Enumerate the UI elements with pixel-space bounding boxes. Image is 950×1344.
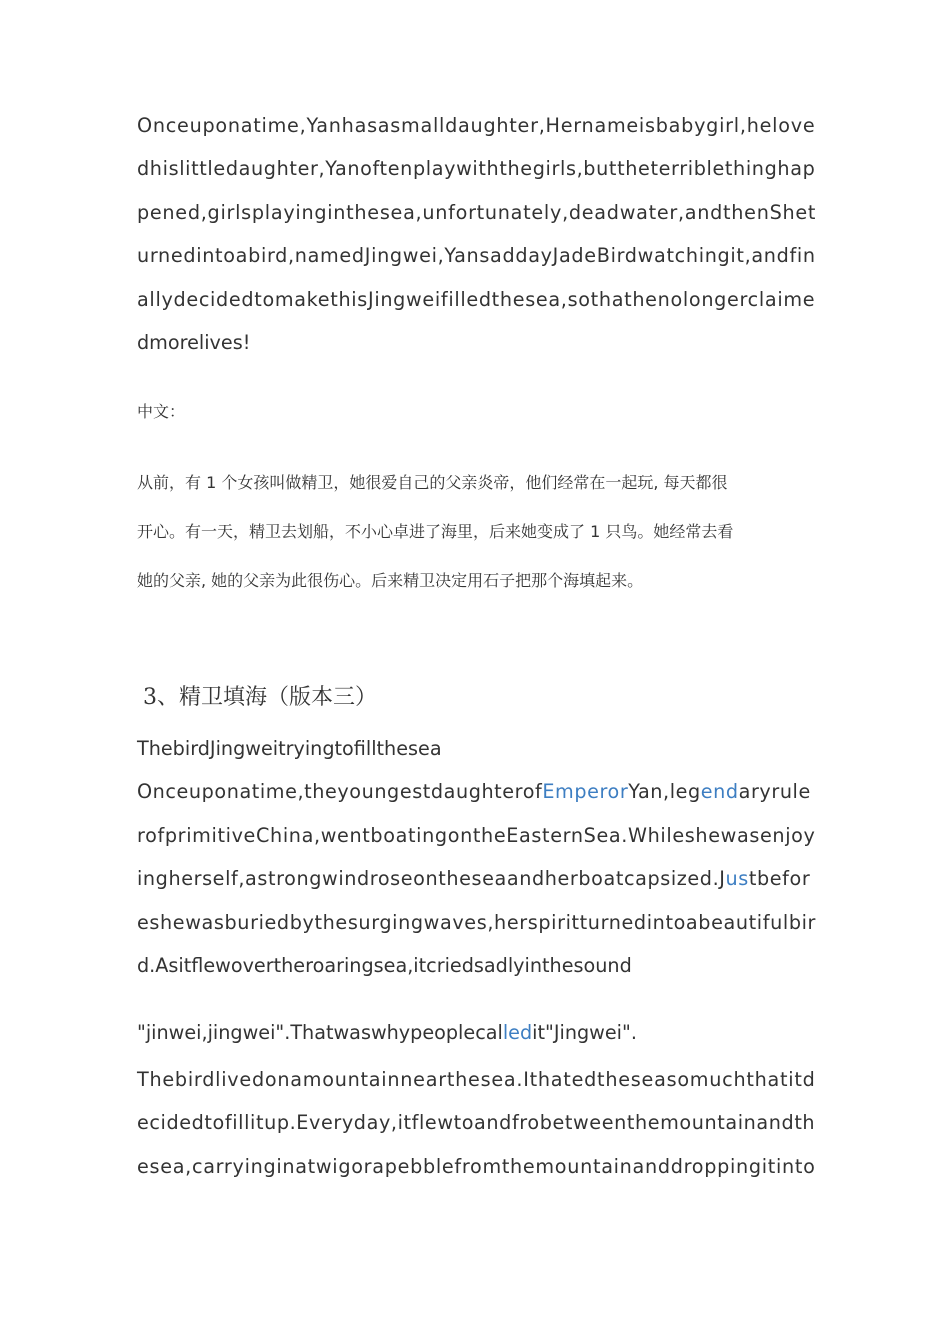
text-line: dmorelives! [137,331,251,354]
text-line: rofprimitiveChina,wentboatingontheEasternSea.Whileshewasenjoy [137,824,816,847]
led-link[interactable]: led [502,1021,533,1044]
text-line: eshewasburiedbythesurgingwaves,herspiritturnedintoabeautifulbir [137,911,817,934]
text-line: Thebirdlivedonamountainnearthesea.Ithatedtheseasomuchthatitd [137,1068,816,1091]
chinese-text-line: 从前，有 1 个女孩叫做精卫，她很爱自己的父亲炎帝，他们经常在一起玩, 每天都很 [137,473,728,492]
text-line [137,867,810,890]
text-span: tbefor [748,867,811,890]
text-span: Onceuponatime,theyoungestdaughterof [137,780,543,803]
text-line [137,780,811,803]
chinese-label: 中文： [137,402,186,421]
text-line: ecidedtofillitup.Everyday,itflewtoandfrobetweenthemountainandth [137,1111,816,1134]
chinese-text-line: 她的父亲, 她的父亲为此很伤心。后来精卫决定用石子把那个海填起来。 [137,571,644,590]
text-line: pened,girlsplayinginthesea,unfortunately,deadwater,andthenShet [137,201,817,224]
text-line: esea,carryinginatwigorapebblefromthemountainanddroppingitinto [137,1155,816,1178]
text-span: aryrule [738,780,811,803]
text-line: d.Asitflewovertheroaringsea,itcriedsadlyinthesound [137,954,632,977]
text-line: dhislittledaughter,Yanoftenplaywiththegirls,buttheterriblethinghap [137,157,816,180]
text-line [137,1021,637,1044]
text-span: ingherself,astrongwindroseontheseaandherboatcapsized.J [137,867,726,890]
text-span: "jinwei,jingwei".Thatwaswhypeoplecal [137,1021,503,1044]
section-heading: 3、精卫填海（版本三） [143,685,377,710]
end-link[interactable]: end [700,780,739,803]
chinese-text-line: 开心。有一天，精卫去划船，不小心卓进了海里，后来她变成了 1 只鸟。她经常去看 [137,522,734,541]
text-span: Yan,leg [628,780,701,803]
text-line: allydecidedtomakethisJingweifilledthesea,sothathenolongerclaime [137,288,816,311]
text-line: urnedintoabird,namedJingwei,YansaddayJadeBirdwatchingit,andfin [137,244,816,267]
text-span: it"Jingwei". [532,1021,637,1044]
paragraph-title: ThebirdJingweitryingtofillthesea [137,737,442,760]
text-line: Onceuponatime,Yanhasasmalldaughter,Hernameisbabygirl,helove [137,114,816,137]
emperor-link[interactable]: Emperor [542,780,629,803]
us-link[interactable]: us [725,867,749,890]
